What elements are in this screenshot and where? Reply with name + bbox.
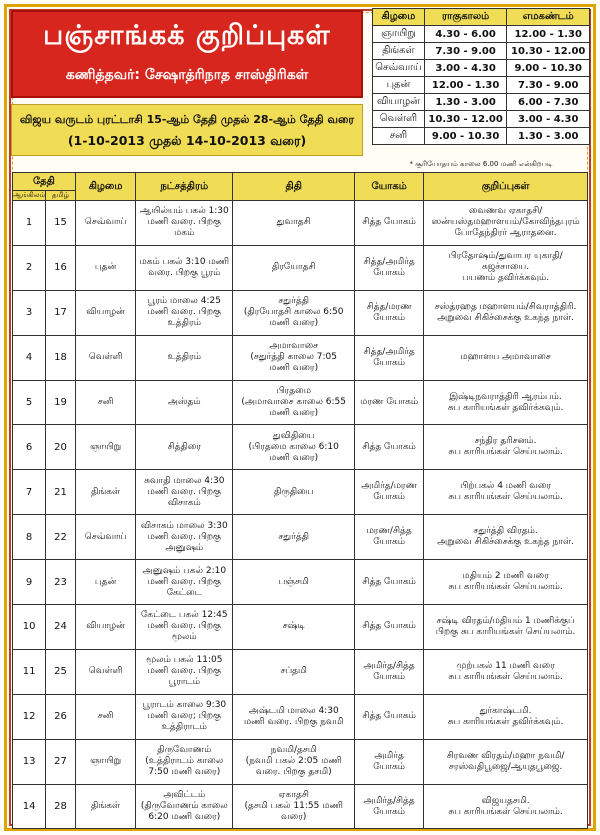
table-row — [13, 245, 588, 290]
cell-yogam: மரண யோகம் — [355, 380, 424, 425]
header-day: கிழமை — [75, 173, 136, 201]
rahu-cell-rahu: 1.30 - 3.00 — [424, 94, 507, 111]
cell-notes: வைணவ ஏகாதசி/ ஸன்யஸ்தமஹாளயம்/கோவிந்தபுரம் போதேந்திரர் ஆராதனை. — [424, 201, 588, 246]
cell-yogam: சித்த யோகம் — [355, 201, 424, 246]
cell-eng: 12 — [13, 694, 46, 739]
cell-star: கேட்டை பகல் 12:45 மணி வரை. பிறகு மூலம் — [136, 605, 233, 650]
cell-day: சனி — [75, 694, 136, 739]
cell-day: வியாழன் — [75, 605, 136, 650]
cell-tithi: சதுர்த்தி — [233, 515, 355, 560]
header-yogam: யோகம் — [355, 173, 424, 201]
cell-tam: 28 — [46, 784, 76, 829]
cell-day: ஞாயிறு — [75, 425, 136, 470]
cell-notes: சஸ்த்ரஹத மஹாளயம்/சிவராத்திரி. அறுவை சிகிச்சைக்கு உகந்த நாள். — [424, 290, 588, 335]
cell-day: புதன் — [75, 245, 136, 290]
table-row — [13, 380, 588, 425]
cell-tam: 23 — [46, 560, 76, 605]
cell-star: சுவாதி மாலை 4:30 மணி வரை. பிறகு விசாகம் — [136, 470, 233, 515]
rahu-row — [373, 26, 590, 43]
sunrise-note: * சூரியோதயம் காலை 6.00 மணி என்கிறபடி — [409, 160, 553, 168]
cell-tithi: பிரதமை (அமாவாசை காலை 6:55 மணி வரை) — [233, 380, 355, 425]
rahu-kalam-table — [372, 8, 590, 145]
cell-notes: துர்காஷ்டமி. சுப காரியங்கள் தவிர்க்கவும். — [424, 694, 588, 739]
cell-notes: சஷ்டி விரதம்/மதியம் 1 மணிக்குப் பிறகு சுப காரியங்கள் செய்யலாம். — [424, 605, 588, 650]
rahu-header-day: கிழமை — [373, 9, 425, 26]
cell-yogam: சித்த யோகம் — [355, 425, 424, 470]
rahu-cell-day: வெள்ளி — [373, 111, 425, 128]
table-row — [13, 739, 588, 784]
table-row — [13, 470, 588, 515]
rahu-cell-rahu: 10.30 - 12.00 — [424, 111, 507, 128]
rahu-header-rahu: ராகுகாலம் — [424, 9, 507, 26]
header-tithi: திதி — [233, 173, 355, 201]
rahu-cell-ema: 12.00 - 1.30 — [507, 26, 590, 43]
cell-tithi: பஞ்சமி — [233, 560, 355, 605]
rahu-cell-rahu: 12.00 - 1.30 — [424, 77, 507, 94]
cell-yogam: அமிர்த/மரண யோகம் — [355, 470, 424, 515]
cell-yogam: மரண/சித்த யோகம் — [355, 515, 424, 560]
cell-eng: 9 — [13, 560, 46, 605]
cell-tam: 18 — [46, 335, 76, 380]
cell-notes: பிரதோஷம்/துவாபர யுகாதி/ கஜச்சாயை. பயணம் தவிர்க்கவும். — [424, 245, 588, 290]
rahu-cell-rahu: 3.00 - 4.30 — [424, 60, 507, 77]
cell-day: செவ்வாய் — [75, 201, 136, 246]
cell-day: வெள்ளி — [75, 649, 136, 694]
cell-tam: 15 — [46, 201, 76, 246]
rahu-cell-ema: 3.00 - 4.30 — [507, 111, 590, 128]
cell-eng: 13 — [13, 739, 46, 784]
cell-tam: 26 — [46, 694, 76, 739]
cell-star: விசாகம் மாலை 3:30 மணி வரை. பிறகு அனுஷம் — [136, 515, 233, 560]
author-line: கணித்தவர்: சேஷாத்ரிநாத சாஸ்திரிகள் — [65, 67, 309, 83]
cell-star: அஸ்தம் — [136, 380, 233, 425]
rahu-cell-ema: 9.00 - 10.30 — [507, 60, 590, 77]
cell-yogam: அமிர்த/சித்த யோகம் — [355, 649, 424, 694]
table-row — [13, 335, 588, 380]
cell-star: சித்திரை — [136, 425, 233, 470]
rahu-cell-rahu: 7.30 - 9.00 — [424, 43, 507, 60]
cell-tithi: திரயோதசி — [233, 245, 355, 290]
cell-tithi: அமாவாசை (சதுர்த்தி காலை 7:05 மணி வரை) — [233, 335, 355, 380]
cell-notes: மதியம் 2 மணி வரை சுப காரியங்கள் செய்யலாம். — [424, 560, 588, 605]
cell-notes: சிரவண விரதம்/மஹா நவமி/ சரஸ்வதிபூஜை/ஆயுதபூஜை. — [424, 739, 588, 784]
cell-tam: 27 — [46, 739, 76, 784]
cell-tithi: திருதியை — [233, 470, 355, 515]
rahu-cell-ema: 6.00 - 7.30 — [507, 94, 590, 111]
cell-tam: 17 — [46, 290, 76, 335]
table-row — [13, 784, 588, 829]
cell-star: மகம் பகல் 3:10 மணி வரை. பிறகு பூரம் — [136, 245, 233, 290]
cell-eng: 14 — [13, 784, 46, 829]
table-row — [13, 425, 588, 470]
cell-notes: சதுர்த்தி விரதம். அறுவை சிகிச்சைக்கு உகந்த நாள். — [424, 515, 588, 560]
cell-eng: 2 — [13, 245, 46, 290]
cell-day: சனி — [75, 380, 136, 425]
rahu-cell-ema: 1.30 - 3.00 — [507, 128, 590, 145]
rahu-row — [373, 60, 590, 77]
rahu-cell-day: சனி — [373, 128, 425, 145]
table-row — [13, 515, 588, 560]
cell-star: ஆயில்யம் பகல் 1:30 மணி வரை. பிறகு மகம் — [136, 201, 233, 246]
cell-star: திருவோணம் (உத்திராடம் காலை 7:50 மணி வரை) — [136, 739, 233, 784]
cell-tithi: சதுர்த்தி (திரயோதசி காலை 6:50 மணி வரை) — [233, 290, 355, 335]
cell-notes: விஜயதசமி. சுப காரியங்கள் செய்யலாம். — [424, 784, 588, 829]
cell-day: திங்கள் — [75, 784, 136, 829]
rahu-cell-ema: 10.30 - 12.00 — [507, 43, 590, 60]
cell-tam: 21 — [46, 470, 76, 515]
cell-eng: 8 — [13, 515, 46, 560]
cell-yogam: சித்த/அமிர்த யோகம் — [355, 245, 424, 290]
cell-star: அனுஷம் பகல் 2:10 மணி வரை. பிறகு கேட்டை — [136, 560, 233, 605]
cell-tam: 20 — [46, 425, 76, 470]
table-row — [13, 649, 588, 694]
rahu-row — [373, 128, 590, 145]
rahu-row — [373, 77, 590, 94]
cell-day: திங்கள் — [75, 470, 136, 515]
cell-day: வெள்ளி — [75, 335, 136, 380]
cell-star: அவிட்டம் (திருவோணம் காலை 6:20 மணி வரை) — [136, 784, 233, 829]
period-line-tamil: விஜய வருடம் புரட்டாசி 15-ஆம் தேதி முதல் 28-ஆம் தேதி வரை — [19, 113, 355, 126]
cell-tithi: சப்தமி — [233, 649, 355, 694]
cell-star: பூராடம் காலை 9:30 மணி வரை; பிறகு உத்திராடம் — [136, 694, 233, 739]
cell-tam: 22 — [46, 515, 76, 560]
cell-star: மூலம் பகல் 11:05 மணி வரை. பிறகு பூராடம் — [136, 649, 233, 694]
cell-yogam: அமிர்த/சித்த யோகம் — [355, 784, 424, 829]
cell-tam: 19 — [46, 380, 76, 425]
cell-day: புதன் — [75, 560, 136, 605]
cell-eng: 6 — [13, 425, 46, 470]
rahu-row — [373, 94, 590, 111]
cell-notes: முற்பகல் 11 மணி வரை சுப காரியங்கள் செய்யலாம். — [424, 649, 588, 694]
rahu-cell-rahu: 9.00 - 10.30 — [424, 128, 507, 145]
header-date-eng: ஆங்கிலம் — [13, 191, 46, 199]
cell-notes: இஷ்டிநவராத்திரி ஆரம்பம். சுப காரியங்கள் தவிர்க்கவும். — [424, 380, 588, 425]
header-date-tamil: தமிழ் — [46, 191, 76, 201]
cell-tithi: துவாதசி — [233, 201, 355, 246]
rahu-cell-day: செவ்வாய் — [373, 60, 425, 77]
table-row — [13, 290, 588, 335]
cell-notes: மஹாளய அமாவாசை — [424, 335, 588, 380]
cell-day: வியாழன் — [75, 290, 136, 335]
cell-tithi: அஷ்டமி மாலை 4:30 மணி வரை. பிறகு நவமி — [233, 694, 355, 739]
period-line-dates: (1-10-2013 முதல் 14-10-2013 வரை) — [67, 133, 307, 148]
table-row — [13, 605, 588, 650]
header-notes: குறிப்புகள் — [424, 173, 588, 201]
rahu-row — [373, 111, 590, 128]
cell-yogam: சித்த யோகம் — [355, 560, 424, 605]
rahu-row — [373, 43, 590, 60]
rahu-cell-day: புதன் — [373, 77, 425, 94]
rahu-cell-rahu: 4.30 - 6.00 — [424, 26, 507, 43]
cell-tithi: ஏகாதசி (தசமி பகல் 11:55 மணி வரை) — [233, 784, 355, 829]
cell-yogam: அமிர்த யோகம் — [355, 739, 424, 784]
table-row — [13, 560, 588, 605]
cell-eng: 4 — [13, 335, 46, 380]
cell-star: பூரம் மாலை 4:25 மணி வரை. பிறகு உத்திரம் — [136, 290, 233, 335]
rahu-cell-day: ஞாயிறு — [373, 26, 425, 43]
cell-star: உத்திரம் — [136, 335, 233, 380]
cell-yogam: சித்த யோகம் — [355, 605, 424, 650]
cell-day: ஞாயிறு — [75, 739, 136, 784]
period-banner — [11, 104, 363, 156]
rahu-header-row — [373, 9, 590, 26]
header-star: நட்சத்திரம் — [136, 173, 233, 201]
cell-eng: 11 — [13, 649, 46, 694]
cell-tam: 16 — [46, 245, 76, 290]
cell-day: செவ்வாய் — [75, 515, 136, 560]
table-row — [13, 201, 588, 246]
title-banner — [11, 10, 363, 98]
cell-eng: 3 — [13, 290, 46, 335]
cell-notes: பிற்பகல் 4 மணி வரை சுப காரியங்கள் செய்யலாம். — [424, 470, 588, 515]
cell-tithi: நவமி/தசமி (நவமி பகல் 2:05 மணி வரை. பிறகு தசமி) — [233, 739, 355, 784]
cell-tithi: சஷ்டி — [233, 605, 355, 650]
cell-eng: 10 — [13, 605, 46, 650]
cell-tam: 25 — [46, 649, 76, 694]
cell-yogam: சித்த/மரண யோகம் — [355, 290, 424, 335]
rahu-cell-ema: 7.30 - 9.00 — [507, 77, 590, 94]
cell-eng: 7 — [13, 470, 46, 515]
main-header-row — [13, 173, 588, 191]
cell-tam: 24 — [46, 605, 76, 650]
cell-eng: 1 — [13, 201, 46, 246]
cell-eng: 5 — [13, 380, 46, 425]
rahu-header-ema: எமகண்டம் — [507, 9, 590, 26]
panchangam-table — [12, 172, 588, 829]
table-row — [13, 694, 588, 739]
cell-notes: சந்திர தரிசனம். சுப காரியங்கள் செய்யலாம். — [424, 425, 588, 470]
rahu-cell-day: திங்கள் — [373, 43, 425, 60]
cell-yogam: சித்த யோகம் — [355, 694, 424, 739]
cell-tithi: துவிதியை (பிரதமை காலை 6:10 மணி வரை) — [233, 425, 355, 470]
page-title: பஞ்சாங்கக் குறிப்புகள் — [43, 20, 331, 51]
cell-yogam: சித்த/அமிர்த யோகம் — [355, 335, 424, 380]
rahu-cell-day: வியாழன் — [373, 94, 425, 111]
header-date: தேதி — [13, 173, 76, 191]
